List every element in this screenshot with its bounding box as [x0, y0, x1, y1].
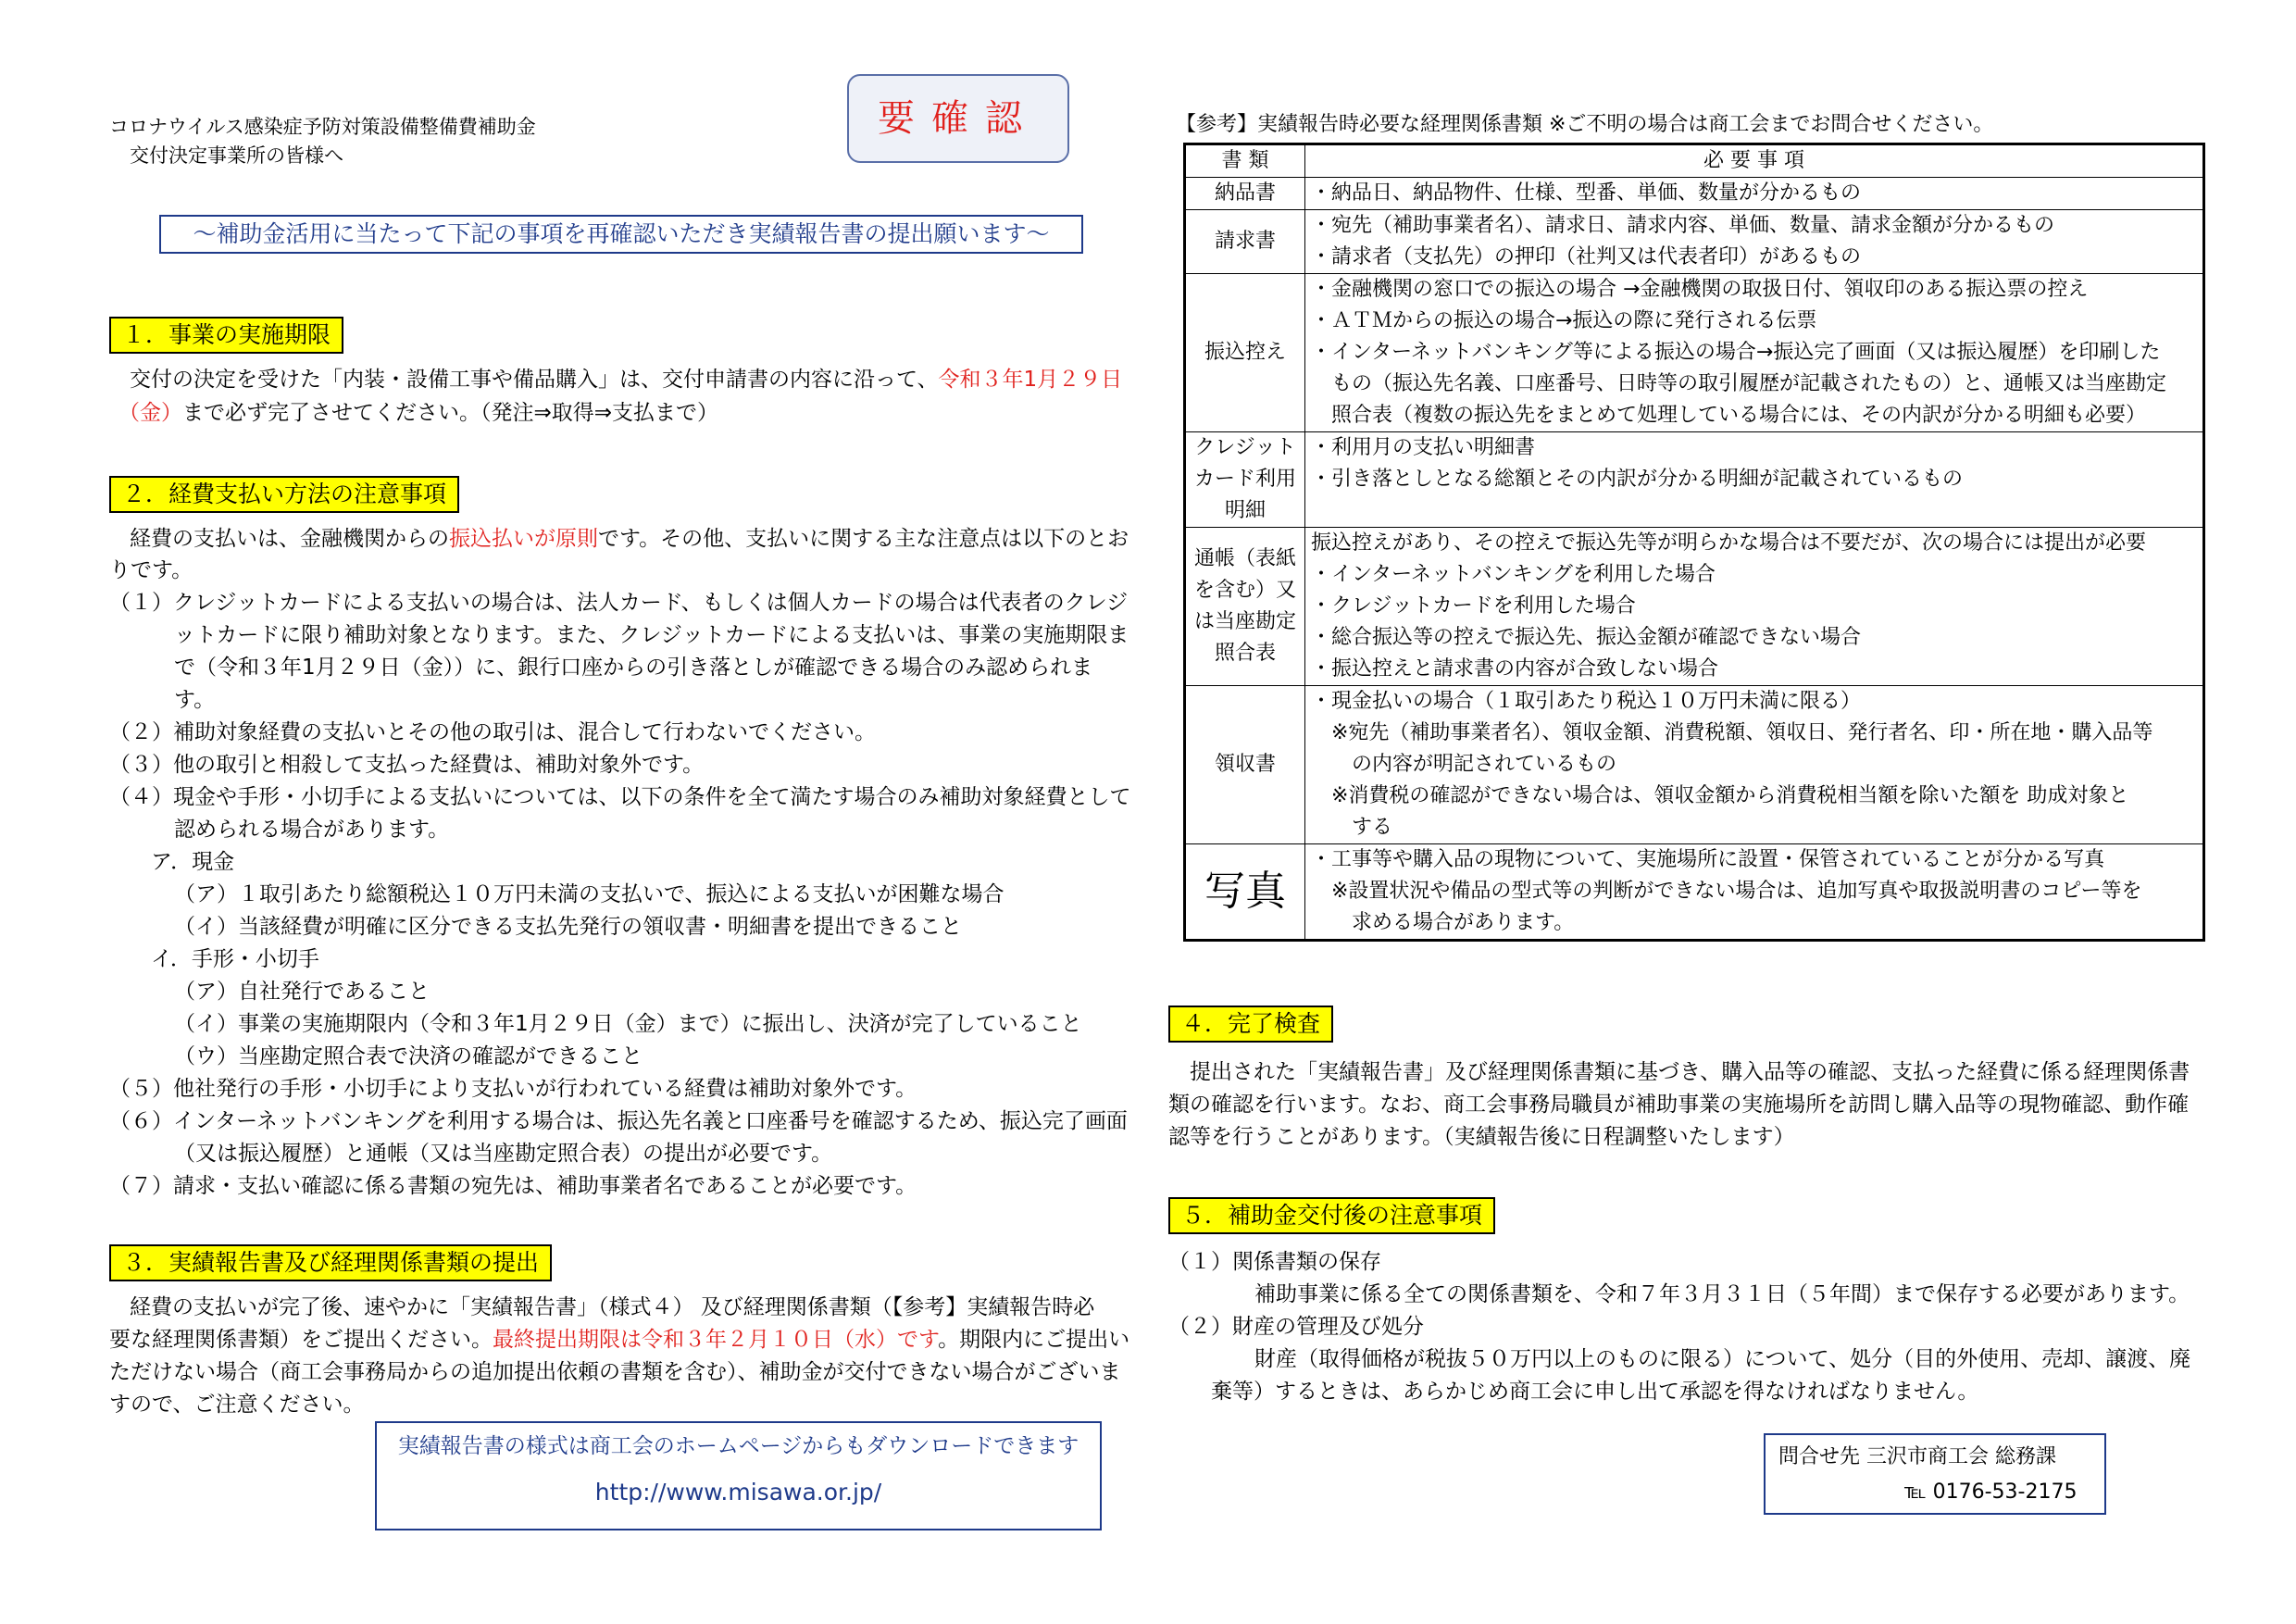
section-4-text-1: 提出された「実績報告書」及び経理関係書類に基づき、購入品等の確認、支払った経費に係る経理関係書: [1190, 1060, 2190, 1084]
section-4-text-2: 類の確認を行います。なお、商工会事務局職員が補助事業の実施場所を訪問し購入品等の現物確認、動作確: [1168, 1093, 2190, 1117]
column-header-document: 書 類: [1185, 144, 1305, 178]
doc-type-cell: 振込控え: [1185, 274, 1305, 432]
doc-type-cell: 領収書: [1185, 686, 1305, 844]
notice-banner: ～補助金活用に当たって下記の事項を再確認いただき実績報告書の提出願います～: [159, 215, 1083, 254]
requirements-cell: 振込控えがあり、その控えで振込先等が明らかな場合は不要だが、次の場合には提出が必要 ・インターネットバンキングを利用した場合 ・クレジットカードを利用した場合 ・総合振込等の控えで振込先、振込金額が確認できない場合 ・振込控えと請求書の内容が合致しない場合: [1305, 528, 2204, 686]
sub-b-3: （ウ）当座勘定照合表で決済の確認ができること: [174, 1044, 643, 1068]
contact-box: [1764, 1433, 2106, 1515]
section-5-h2: （２）財産の管理及び処分: [1168, 1315, 1424, 1339]
section-2-intro-1: 経費の支払いは、金融機関からの振込払いが原則です。その他、支払いに関する主な注意点は以下のとお: [130, 527, 1129, 551]
download-notice-text: 実績報告書の様式は商工会のホームページからもダウンロードできます: [397, 1434, 1079, 1458]
item-1-line: （１）クレジットカードによる支払いの場合は、法人カード、もしくは個人カードの場合は代表者のクレジ: [109, 591, 1129, 615]
contact-phone: ℡ 0176-53-2175: [1904, 1480, 2078, 1504]
section-2-title: ２．経費支払い方法の注意事項: [109, 476, 459, 513]
requirements-cell: ・宛先（補助事業者名）、請求日、請求内容、単価、数量、請求金額が分かるもの ・請求者（支払先）の押印（社判又は代表者印）があるもの: [1305, 210, 2204, 274]
item-2: （２）補助対象経費の支払いとその他の取引は、混合して行わないでください。: [109, 720, 876, 744]
section-3-text-3: ただけない場合（商工会事務局からの追加提出依頼の書類を含む）、補助金が交付できない場合がございま: [109, 1360, 1121, 1384]
doc-type-cell: 納品書: [1185, 178, 1305, 210]
item-1-line: す。: [174, 688, 216, 712]
contact-office: 問合せ先 三沢市商工会 総務課: [1778, 1445, 2056, 1468]
section-3-text-2: 要な経理関係書類）をご提出ください。最終提出期限は令和３年２月１０日（水）です。期限内にご提出い: [109, 1328, 1130, 1352]
requirements-cell: ・金融機関の窓口での振込の場合 →金融機関の取扱日付、領収印のある振込票の控え ・ＡＴＭからの振込の場合→振込の際に発行される伝票 ・インターネットバンキング等による振込の場合→振込完了画面（又は振込履歴）を印刷した もの（振込先名義、口座番号、日時等の取引履歴が記載されたもの）と、通帳又は当座勘定 照合表（複数の振込先をまとめて処理している場合には、その内訳が分かる明細も必要）: [1305, 274, 2204, 432]
required-documents-table: [1183, 143, 2205, 942]
section-5-t2b: 棄等）するときは、あらかじめ商工会に申し出て承認を得なければなりません。: [1211, 1380, 1979, 1404]
requirements-cell: ・現金払いの場合（１取引あたり税込１０万円未満に限る） ※宛先（補助事業者名）、領収金額、消費税額、領収日、発行者名、印・所在地・購入品等 の内容が明記されているもの ※消費税の確認ができない場合は、領収金額から消費税相当額を除いた額を 助成対象と する: [1305, 686, 2204, 844]
item-4-line: 認められる場合があります。: [174, 818, 450, 842]
doc-type-cell: クレジット カード利用 明細: [1185, 432, 1305, 528]
table-row: [1185, 686, 2204, 844]
item-3: （３）他の取引と相殺して支払った経費は、補助対象外です。: [109, 753, 705, 777]
section-3-title: ３．実績報告書及び経理関係書類の提出: [109, 1244, 552, 1281]
item-6-line: （又は振込履歴）と通帳（又は当座勘定照合表）の提出が必要です。: [174, 1142, 833, 1166]
doc-type-cell: 写真: [1185, 844, 1305, 941]
section-3-text-1: 経費の支払いが完了後、速やかに「実績報告書」（様式４） 及び経理関係書類（【参考】実績報告時必: [130, 1295, 1095, 1319]
item-7: （７）請求・支払い確認に係る書類の宛先は、補助事業者名であることが必要です。: [109, 1174, 917, 1198]
item-4-line: （４）現金や手形・小切手による支払いについては、以下の条件を全て満たす場合のみ補助対象経費として: [109, 785, 1131, 809]
section-5-h1: （１）関係書類の保存: [1168, 1250, 1381, 1274]
requirements-cell: ・納品日、納品物件、仕様、型番、単価、数量が分かるもの: [1305, 178, 2204, 210]
table-row: [1185, 210, 2204, 274]
confirm-stamp: 要確認: [847, 74, 1069, 163]
table-row: [1185, 432, 2204, 528]
table-row: [1185, 178, 2204, 210]
download-notice-box: [375, 1421, 1102, 1530]
table-row: [1185, 274, 2204, 432]
sub-a-cash: ア．現金: [151, 850, 235, 874]
section-1-text-2: （金）まで必ず完了させてください。（発注⇒取得⇒支払まで）: [119, 401, 719, 425]
section-3-text-4: すので、ご注意ください。: [109, 1393, 365, 1417]
section-4-text-3: 認等を行うことがあります。（実績報告後に日程調整いたします）: [1168, 1125, 1795, 1149]
sub-a-2: （イ）当該経費が明確に区分できる支払先発行の領収書・明細書を提出できること: [174, 915, 962, 939]
grant-name: コロナウイルス感染症予防対策設備整備費補助金: [109, 116, 536, 138]
column-header-requirements: 必 要 事 項: [1305, 144, 2204, 178]
section-1-text-1: 交付の決定を受けた「内装・設備工事や備品購入」は、交付申請書の内容に沿って、令和３年1月２９日: [130, 368, 1123, 392]
section-5-title: ５．補助金交付後の注意事項: [1168, 1197, 1495, 1234]
sub-b-bill: イ．手形・小切手: [151, 947, 319, 971]
addressee: 交付決定事業所の皆様へ: [130, 144, 343, 167]
requirements-cell: ・工事等や購入品の現物について、実施場所に設置・保管されていることが分かる写真 ※設置状況や備品の型式等の判断ができない場合は、追加写真や取扱説明書のコピー等を 求める場合があります。: [1305, 844, 2204, 941]
section-5-t2: 財産（取得価格が税抜５０万円以上のものに限る）について、処分（目的外使用、売却、譲渡、廃: [1254, 1347, 2191, 1371]
doc-type-cell: 通帳（表紙 を含む）又 は当座勘定 照合表: [1185, 528, 1305, 686]
section-1-title: １．事業の実施期限: [109, 317, 343, 354]
section-5-t1: 補助事業に係る全ての関係書類を、令和７年３月３１日（５年間）まで保存する必要があります。: [1254, 1282, 2190, 1306]
table-row: [1185, 528, 2204, 686]
section-4-title: ４．完了検査: [1168, 1006, 1333, 1043]
reference-caption: 【参考】実績報告時必要な経理関係書類 ※ご不明の場合は商工会までお問合せください。: [1176, 113, 1994, 136]
doc-type-cell: 請求書: [1185, 210, 1305, 274]
item-5: （５）他社発行の手形・小切手により支払いが行われている経費は補助対象外です。: [109, 1077, 917, 1101]
section-2-intro-2: りです。: [109, 558, 193, 582]
sub-b-2: （イ）事業の実施期限内（令和３年1月２９日（金）まで）に振出し、決済が完了していること: [174, 1012, 1082, 1036]
item-6-line: （６）インターネットバンキングを利用する場合は、振込先名義と口座番号を確認するため、振込完了画面: [109, 1109, 1128, 1133]
sub-a-1: （ア）１取引あたり総額税込１０万円未満の支払いで、振込による支払いが困難な場合: [174, 882, 1004, 906]
item-1-line: ットカードに限り補助対象となります。また、クレジットカードによる支払いは、事業の実施期限ま: [174, 623, 1129, 647]
homepage-link[interactable]: http://www.misawa.or.jp/: [594, 1479, 882, 1505]
item-1-line: で（令和３年1月２９日（金））に、銀行口座からの引き落としが確認できる場合のみ認められま: [174, 656, 1093, 680]
requirements-cell: ・利用月の支払い明細書 ・引き落としとなる総額とその内訳が分かる明細が記載されているもの: [1305, 432, 2204, 528]
table-row: [1185, 844, 2204, 941]
sub-b-1: （ア）自社発行であること: [174, 980, 430, 1004]
